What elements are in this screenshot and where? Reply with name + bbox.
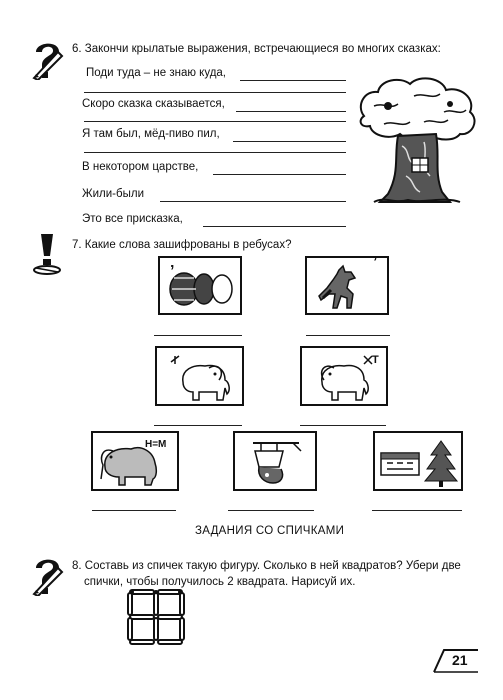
rebus-1: [158, 256, 242, 315]
barrels-icon: [166, 270, 236, 308]
answer-line-5[interactable]: [160, 201, 346, 202]
page-number: 21: [452, 652, 468, 668]
rebus-4: [300, 346, 388, 406]
rebus-4-mark: Т: [372, 354, 379, 366]
answer-line-2a[interactable]: [236, 111, 346, 112]
rebus-3-answer-line[interactable]: [154, 425, 242, 426]
answer-line-1b[interactable]: [84, 92, 346, 93]
chest-and-fir-tree-icon: [379, 437, 459, 489]
hanging-tub-icon: [243, 437, 309, 489]
phrase-2: Скоро сказка сказывается,: [82, 98, 225, 110]
phrase-1: Поди туда – не знаю куда,: [86, 67, 227, 79]
answer-line-1a[interactable]: [240, 80, 346, 81]
answer-line-6[interactable]: [203, 226, 346, 227]
phrase-6: Это все присказка,: [82, 213, 183, 225]
elephant-icon: [308, 352, 384, 404]
answer-line-2b[interactable]: [84, 121, 346, 122]
matches-section-heading: ЗАДАНИЯ СО СПИЧКАМИ: [195, 525, 345, 537]
rebus-1-mark: ‚: [170, 254, 175, 271]
wolf-icon: [317, 264, 373, 312]
task8-line2: спички, чтобы получилось 2 квадрата. Нарисуй их.: [84, 576, 356, 588]
elephant-icon: [97, 439, 175, 489]
task8-line1: Составь из спичек такую фигуру. Сколько в ней квадратов? Убери две: [84, 560, 461, 572]
task7-prompt: Какие слова зашифрованы в ребусах?: [84, 239, 292, 251]
rebus-2: [305, 256, 389, 315]
question-pencil-icon: [28, 38, 68, 80]
task8-number: 8.: [72, 560, 82, 572]
rebus-2-mark: ’: [373, 254, 378, 271]
page-number-badge: [432, 646, 480, 674]
rebus-7-answer-line[interactable]: [372, 510, 462, 511]
elephant-icon: [163, 352, 239, 404]
rebus-3: [155, 346, 244, 406]
rebus-6: [233, 431, 317, 491]
rebus-2-answer-line[interactable]: [306, 335, 390, 336]
rebus-5: [91, 431, 179, 491]
question-pencil-icon: [28, 554, 68, 596]
rebus-5-answer-line[interactable]: [92, 510, 176, 511]
task6-prompt: Закончи крылатые выражения, встречающиеся во многих сказках:: [84, 43, 441, 55]
phrase-3: Я там был, мёд-пиво пил,: [82, 128, 220, 140]
rebus-5-mark: Н=М: [145, 439, 167, 450]
rebus-4-answer-line[interactable]: [300, 425, 386, 426]
matchstick-figure: [126, 588, 186, 646]
answer-line-3a[interactable]: [233, 141, 346, 142]
rebus-7: [373, 431, 463, 491]
task7-number: 7.: [72, 239, 82, 251]
rebus-1-answer-line[interactable]: [154, 335, 242, 336]
task6-number: 6.: [72, 43, 82, 55]
phrase-4: В некотором царстве,: [82, 161, 199, 173]
answer-line-4[interactable]: [213, 174, 346, 175]
tree-stump-house-icon: [354, 76, 482, 212]
rebus-6-answer-line[interactable]: [228, 510, 314, 511]
phrase-5: Жили-были: [82, 188, 144, 200]
exclamation-icon: [32, 232, 62, 276]
answer-line-3b[interactable]: [84, 152, 346, 153]
